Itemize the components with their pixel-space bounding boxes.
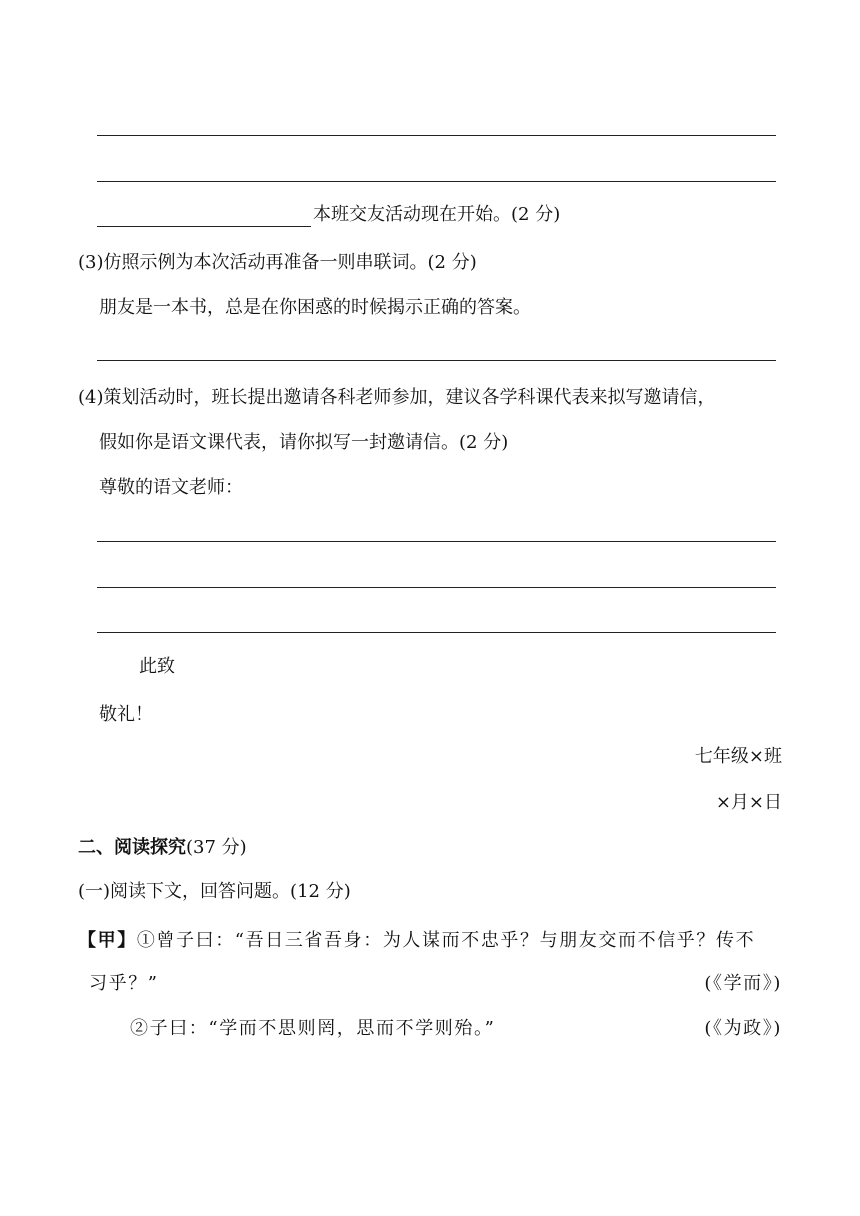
section-2-heading bbox=[78, 836, 247, 860]
q2-tail-text: 本班交友活动现在开始。(2 分) bbox=[313, 204, 561, 225]
q3-prompt: (3)仿照示例为本次活动再准备一则串联词。(2 分) bbox=[78, 252, 477, 273]
section-2-score: (37 分) bbox=[186, 837, 247, 858]
item-1-continuation: 习乎？” bbox=[89, 973, 159, 994]
fill-blank[interactable] bbox=[97, 208, 311, 227]
section-2-title: 二、阅读探究 bbox=[78, 837, 186, 858]
answer-line-1[interactable] bbox=[97, 135, 776, 136]
answer-line-2[interactable] bbox=[97, 181, 776, 182]
passage-label-jia: 【甲】 bbox=[78, 930, 137, 951]
letter-line-3[interactable] bbox=[97, 632, 776, 633]
q3-answer-line[interactable] bbox=[97, 360, 776, 361]
letter-closing-1: 此致 bbox=[139, 656, 175, 677]
passage-jia-line-1 bbox=[78, 929, 755, 953]
letter-signature: 七年级×班 bbox=[694, 746, 782, 767]
letter-closing-2: 敬礼！ bbox=[99, 704, 153, 725]
letter-line-1[interactable] bbox=[97, 541, 776, 542]
q4-prompt-line-2: 假如你是语文课代表，请你拟写一封邀请信。(2 分) bbox=[99, 432, 509, 453]
q3-example: 朋友是一本书，总是在你困惑的时候揭示正确的答案。 bbox=[99, 297, 531, 318]
q2-final-line bbox=[97, 203, 560, 227]
q4-prompt-line-1: (4)策划活动时，班长提出邀请各科老师参加，建议各学科课代表来拟写邀请信， bbox=[78, 387, 716, 408]
item-2-source: (《为政》) bbox=[704, 1018, 782, 1039]
letter-salutation: 尊敬的语文老师： bbox=[99, 477, 243, 498]
item-1-source: (《学而》) bbox=[704, 973, 782, 994]
item-1-text: ①曾子曰：“吾日三省吾身：为人谋而不忠乎？与朋友交而不信乎？传不 bbox=[136, 930, 756, 951]
letter-date: ×月×日 bbox=[715, 792, 782, 813]
letter-line-2[interactable] bbox=[97, 587, 776, 588]
item-2-text: ②子曰：“学而不思则罔，思而不学则殆。” bbox=[130, 1018, 496, 1039]
part-1-prompt: (一)阅读下文，回答问题。(12 分) bbox=[78, 881, 351, 902]
